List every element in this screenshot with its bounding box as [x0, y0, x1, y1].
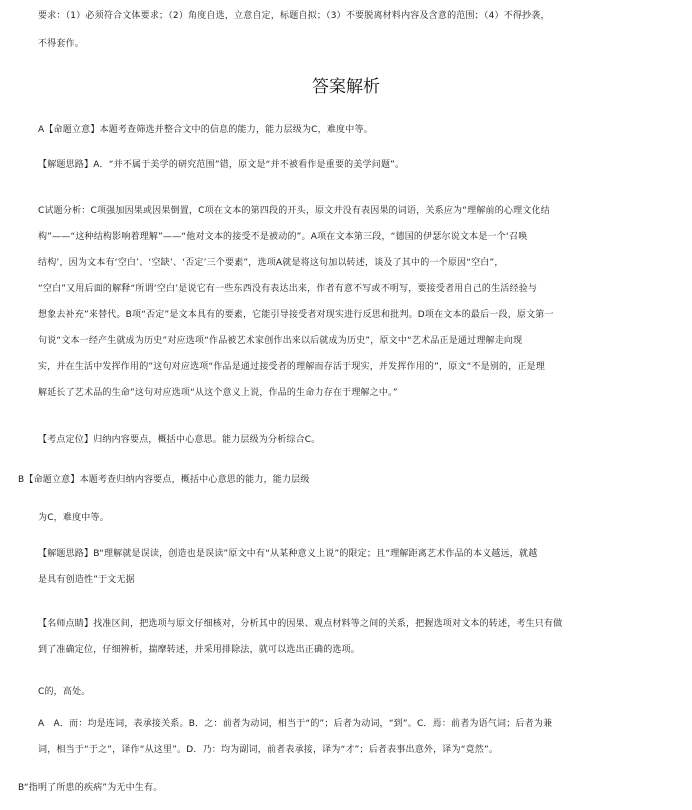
text-line: 实，并在生活中发挥作用的”这句对应选项“作品是通过接受者的理解而存活于现实，并发挥作用的”，原文“不是别的，正是理	[38, 362, 546, 372]
paragraph-solution-idea-a: 【解题思路】A．“并不属于美学的研究范围”错，原文是“并不被看作是重要的美学问题”。	[38, 160, 405, 170]
requirements-line-2: 不得套作。	[38, 39, 85, 49]
text-line: A A．而：均是连词，表承接关系。B．之：前者为动词，相当于“的”；后者为动词，“到”。C．焉：前者为语气词；后者为兼	[38, 719, 553, 729]
text-line: 到了准确定位，仔细辨析，揣摩转述，并采用排除法，就可以选出正确的选项。	[38, 645, 361, 655]
text-line: 词，相当于“于之”，译作“从这里”。D．乃：均为副词，前者表承接，译为“才”；后者表事出意外，译为“竟然”。	[38, 745, 499, 755]
text-line: 想象去补充”来替代。B项“否定”是文本具有的要素，它能引导接受者对现实进行反思和批判。D项在文本的最后一段，原文第一	[38, 310, 554, 320]
text-line: 结构’，因为文本有‘空白’、‘空缺’、‘否定’三个要素”，选项A就是将这句加以转述，谈及了其中的一个原因“空白”，	[38, 258, 504, 268]
paragraph-command-intent-a: A【命题立意】本题考查筛选并整合文中的信息的能力，能力层级为C，难度中等。	[38, 125, 373, 135]
text-line: 是具有创造性”于文无据	[38, 575, 135, 585]
paragraph-answer-b: B“指明了所患的疾病”为无中生有。	[18, 783, 163, 793]
text-line: 【解题思路】B“理解就是误读，创造也是误读”原文中有“从某种意义上说”的限定；且“理解距离艺术作品的本义越远，就越	[38, 549, 538, 559]
paragraph-command-intent-b-cont: 为C，难度中等。	[38, 513, 109, 523]
text-line: “空白”又用后面的解释“所谓‘空白’是说它有一些东西没有表达出来，作者有意不写或不明写，要接受者用自己的生活经验与	[38, 284, 538, 294]
paragraph-exam-point: 【考点定位】归纳内容要点，概括中心意思。能力层级为分析综合C。	[38, 435, 321, 445]
paragraph-answer-c: C的，高处。	[38, 687, 91, 697]
page-title: 答案解析	[312, 77, 380, 97]
requirements-line-1: 要求：（1）必须符合文体要求；（2）角度自选，立意自定，标题自拟；（3）不要脱离材料内容及含意的范围；（4）不得抄袭，	[38, 11, 550, 21]
text-line: 解延长了艺术品的生命”这句对应选项“从这个意义上说，作品的生命力存在于理解之中。”	[38, 388, 398, 398]
text-line: 句说“文本一经产生就成为历史”对应选项“作品被艺术家创作出来以后就成为历史”，原文中“艺术品正是通过理解走向现	[38, 336, 523, 346]
paragraph-command-intent-b: B【命题立意】本题考查归纳内容要点，概括中心意思的能力，能力层级	[18, 475, 310, 485]
text-line: 构”——“这种结构影响着理解”——“他对文本的接受不是被动的”。A项在文本第三段，“德国的伊瑟尔说文本是一个‘召唤	[38, 232, 528, 242]
text-line: 【名师点睛】找准区间，把选项与原文仔细核对，分析其中的因果、观点材料等之间的关系，把握选项对文本的转述，考生只有做	[38, 619, 563, 629]
text-line: C试题分析：C项强加因果或因果倒置，C项在文本的第四段的开头，原文并没有表因果的词语，关系应为“理解前的心理文化结	[38, 206, 550, 216]
